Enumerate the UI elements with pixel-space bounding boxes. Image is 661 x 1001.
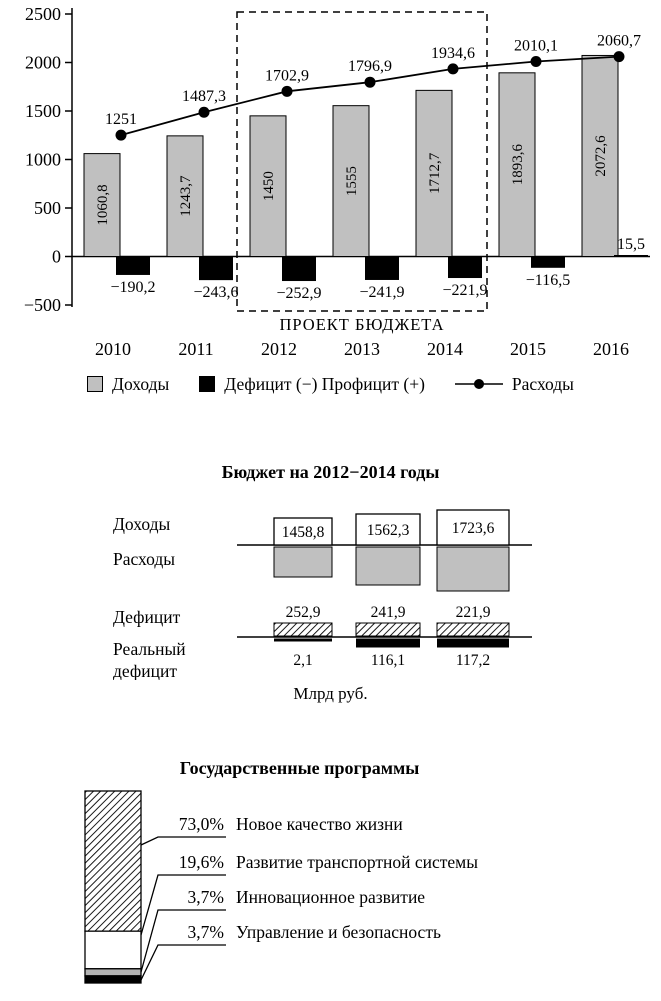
deficit-hatched-bar: [356, 623, 420, 636]
budget-overview-chart: [0, 0, 661, 362]
deficit-bar: [531, 257, 565, 268]
unit-label: Млрд руб.: [293, 684, 368, 703]
expenses-point: [531, 56, 542, 67]
expenses-point-value: 1796,9: [348, 58, 392, 76]
real-deficit-value: 2,1: [293, 652, 313, 669]
year-label: 2011: [178, 339, 214, 359]
expenses-point-value: 1487,3: [182, 88, 226, 106]
expenses-point: [199, 107, 210, 118]
deficit-bar: [448, 257, 482, 279]
real-deficit-value: 117,2: [455, 652, 491, 669]
program-label: Новое качество жизни: [236, 814, 403, 834]
program-pct: 73,0%: [178, 814, 224, 834]
program-label: Инновационное развитие: [236, 887, 426, 907]
revenue-box-value: 1458,8: [281, 524, 325, 541]
project-budget-label: ПРОЕКТ БЮДЖЕТА: [279, 315, 445, 334]
row-label-deficit: Дефицит: [113, 607, 181, 627]
budget-2012-2014-chart: [0, 495, 661, 680]
revenue-box-value: 1562,3: [366, 522, 410, 539]
row-label-real-deficit: дефицит: [113, 661, 177, 680]
state-programs-chart: [0, 785, 661, 1000]
budget-2012-2014-title: Бюджет на 2012−2014 годы: [221, 462, 440, 482]
expenses-point: [282, 86, 293, 97]
deficit-bar-value: −116,5: [525, 271, 571, 289]
revenue-bar-value: 1555: [344, 166, 360, 197]
y-tick-label: 500: [34, 198, 61, 218]
year-label: 2013: [344, 339, 380, 359]
program-segment-white: [85, 931, 141, 969]
deficit-bar: [199, 257, 233, 281]
callout-line: [141, 945, 226, 980]
expenses-point: [448, 63, 459, 74]
deficit-bar-value: −190,2: [110, 278, 156, 296]
legend-item-deficit: [199, 374, 425, 395]
revenue-bar-value: 1450: [261, 171, 277, 202]
deficit-bar-value: −221,9: [442, 282, 488, 300]
revenue-bar-value: 1893,6: [510, 144, 526, 186]
surplus-bar: [614, 255, 648, 257]
deficit-swatch-icon: [199, 376, 215, 392]
expenses-point: [614, 51, 625, 62]
real-deficit-bar: [356, 639, 420, 648]
real-deficit-value: 116,1: [370, 652, 406, 669]
legend-item-expenses: [455, 374, 574, 395]
deficit-bar: [116, 257, 150, 275]
year-label: 2015: [510, 339, 546, 359]
budget-overview-section: [0, 0, 661, 406]
expenses-point-value: 1934,6: [431, 44, 475, 62]
expenses-bar: [437, 547, 509, 591]
row-label-expenses: Расходы: [113, 549, 176, 569]
deficit-value: 252,9: [285, 604, 321, 621]
expenses-point: [365, 77, 376, 88]
expenses-point-value: 1251: [105, 111, 137, 129]
budget-2012-2014-section: [0, 462, 661, 704]
revenue-bar-value: 1243,7: [178, 175, 194, 217]
year-label: 2016: [593, 339, 629, 359]
y-tick-label: −500: [23, 295, 61, 315]
real-deficit-bar: [274, 639, 332, 642]
program-label: Развитие транспортной системы: [236, 852, 478, 872]
year-label: 2012: [261, 339, 297, 359]
expenses-point-value: 1702,9: [265, 67, 309, 85]
expenses-point-value: 2060,7: [597, 32, 641, 50]
program-label: Управление и безопасность: [236, 922, 441, 942]
y-tick-label: 2000: [25, 52, 61, 73]
state-programs-section: [0, 758, 661, 1000]
program-pct: 3,7%: [187, 922, 224, 942]
legend-label-deficit: Дефицит (−) Профицит (+): [224, 373, 425, 394]
program-segment-gray: [85, 969, 141, 976]
deficit-value: 221,9: [455, 604, 491, 621]
expenses-bar: [356, 547, 420, 585]
legend-label-revenues: Доходы: [112, 373, 170, 394]
program-pct: 19,6%: [178, 852, 224, 872]
revenue-bar-value: 1060,8: [95, 184, 111, 226]
revenue-bar-value: 2072,6: [593, 135, 609, 177]
expenses-bar: [274, 547, 332, 577]
expenses-point-value: 2010,1: [514, 37, 558, 55]
deficit-hatched-bar: [274, 623, 332, 636]
row-label-real-deficit: Реальный: [113, 639, 186, 659]
y-tick-label: 1000: [25, 149, 61, 170]
revenues-swatch-icon: [87, 376, 103, 392]
expenses-line-swatch-icon: [455, 378, 503, 390]
real-deficit-bar: [437, 639, 509, 648]
deficit-bar-value: −243,6: [193, 284, 239, 302]
revenue-box-value: 1723,6: [451, 520, 495, 537]
deficit-hatched-bar: [437, 623, 509, 636]
deficit-bar-value: −252,9: [276, 285, 322, 303]
legend-item-revenues: [87, 374, 169, 395]
program-pct: 3,7%: [187, 887, 224, 907]
y-tick-label: 0: [52, 246, 61, 267]
deficit-value: 241,9: [370, 604, 406, 621]
callout-line: [141, 837, 226, 845]
program-segment-black: [85, 976, 141, 983]
program-segment-hatch: [85, 791, 141, 931]
year-label: 2014: [427, 339, 463, 359]
y-tick-label: 1500: [25, 101, 61, 121]
expenses-point: [116, 130, 127, 141]
revenue-bar-value: 1712,7: [427, 152, 443, 195]
state-programs-title: Государственные программы: [179, 758, 420, 778]
row-label-revenues: Доходы: [113, 514, 171, 534]
deficit-bar-value: −241,9: [359, 283, 405, 301]
year-label: 2010: [95, 339, 131, 359]
y-tick-label: 2500: [25, 4, 61, 24]
surplus-bar-value: 15,5: [617, 235, 645, 253]
deficit-bar: [365, 257, 399, 280]
legend-label-expenses: Расходы: [511, 373, 574, 394]
deficit-bar: [282, 257, 316, 282]
chart-legend: [0, 362, 661, 406]
